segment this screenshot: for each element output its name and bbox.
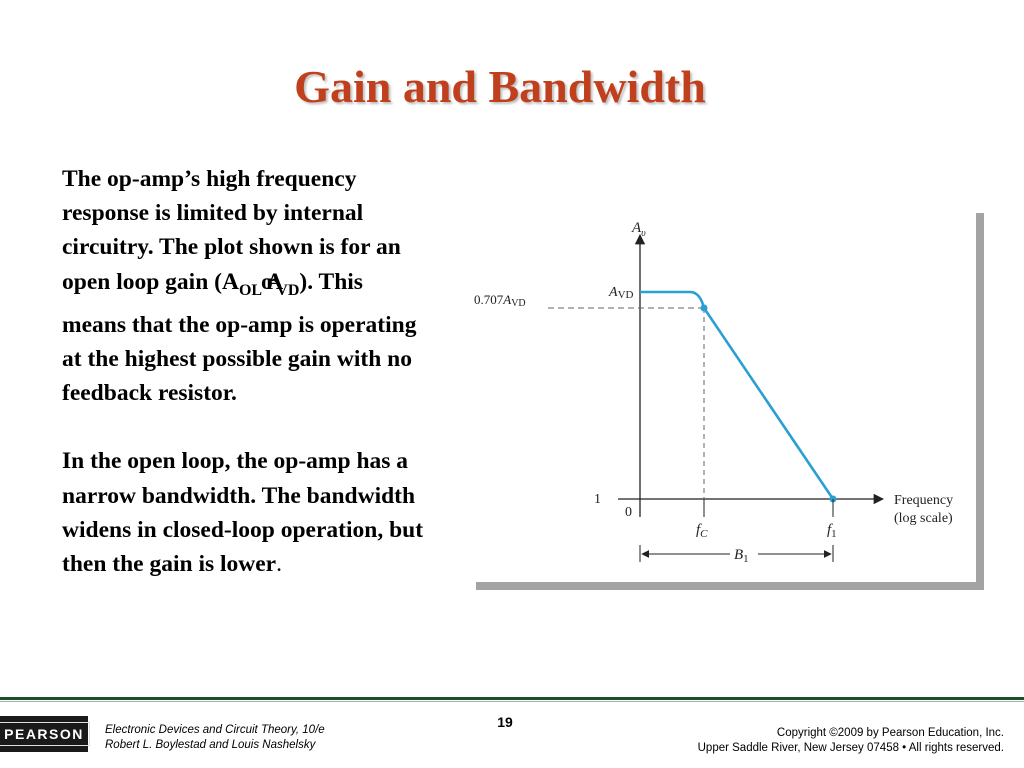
- footer-rule: [0, 697, 1024, 700]
- frequency-response-figure: [468, 205, 976, 582]
- copyright-line: Copyright ©2009 by Pearson Education, Inc.: [776, 727, 1004, 739]
- f1-label: $f_1$: [827, 522, 837, 540]
- slide-title: Gain and Bandwidth: [294, 61, 706, 112]
- subscript-ol: OL: [238, 281, 263, 299]
- footer-rule-highlight: [0, 701, 1024, 702]
- footer-copyright: [698, 726, 1004, 756]
- x-axis-label-line2: (log scale): [894, 511, 953, 526]
- book-title: Electronic Devices and Circuit Theory, 10/e: [105, 724, 325, 736]
- bandwidth-label: $B_1$: [734, 547, 749, 565]
- paragraph1-text-a: The op-amp’s high frequency response is limited by internal circuitry. The plot shown is for an open loop gain (A: [62, 166, 401, 295]
- subscript-vd: VD: [276, 281, 300, 299]
- tick-one-label: 1: [594, 492, 601, 507]
- paragraph1-text-b: or A: [262, 268, 277, 295]
- publisher-logo: [0, 716, 88, 752]
- book-authors: Robert L. Boylestad and Louis Nashelsky: [105, 739, 316, 751]
- frequency-response-diagram: [468, 205, 976, 582]
- origin-label: 0: [625, 505, 632, 520]
- x-axis-label-line1: Frequency: [894, 493, 954, 508]
- paragraph-open-loop: [62, 162, 432, 410]
- publisher-logo-text: PEARSON: [0, 722, 90, 746]
- avd707-label: 0.707AVD: [474, 292, 526, 309]
- address-line: Upper Saddle River, New Jersey 07458 • All rights reserved.: [697, 742, 1004, 754]
- open-loop-response-curve: [640, 292, 833, 499]
- avd-label: AVD: [609, 285, 634, 301]
- paragraph2-text: In the open loop, the op-amp has a narrow bandwidth. The bandwidth widens in closed-loop operation, but then the gain is lower: [62, 448, 424, 578]
- slide-body: [62, 162, 432, 581]
- fc-point: [701, 305, 708, 312]
- paragraph-bandwidth: [62, 444, 432, 581]
- paragraph1-text-c: ). This means that the op-amp is operating at the highest possible gain with no feedback resistor.: [62, 268, 417, 407]
- paragraph2-period: .: [276, 551, 282, 578]
- fc-label: $f_C$: [696, 522, 708, 540]
- y-axis-label: $A_\upsilon$: [632, 220, 646, 239]
- page-number: 19: [497, 714, 513, 730]
- footer-book-info: [105, 723, 325, 753]
